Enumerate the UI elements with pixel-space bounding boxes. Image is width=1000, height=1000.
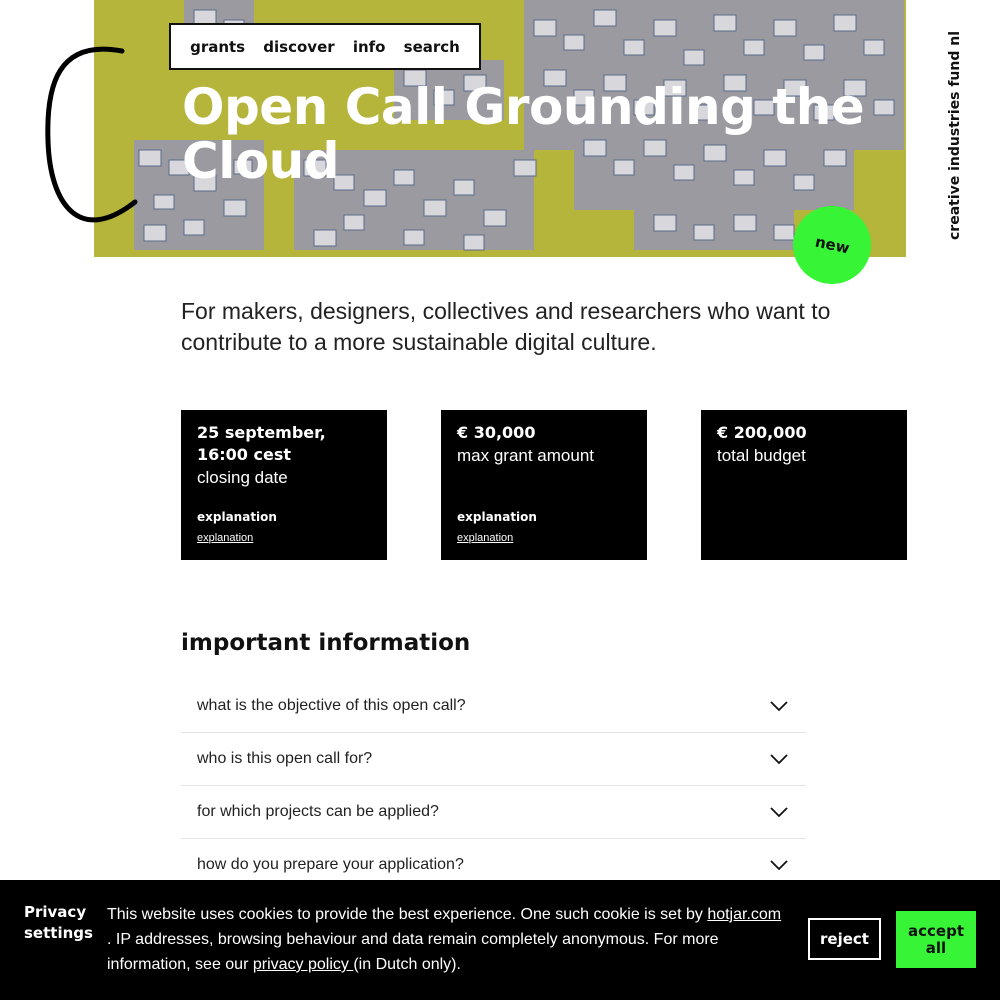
nav-discover[interactable]: discover — [263, 37, 335, 56]
hotjar-link[interactable]: hotjar.com — [707, 906, 782, 923]
cookie-text-part: This website uses cookies to provide the best experience. One such cookie is set by — [107, 906, 708, 923]
cookie-text — [107, 902, 787, 977]
chevron-down-icon — [770, 859, 788, 871]
cookie-title: Privacy settings — [24, 903, 93, 942]
brand-name-vertical[interactable]: creative industries fund nl — [947, 30, 963, 240]
important-info-heading: important information — [181, 630, 471, 656]
key-facts — [181, 410, 906, 560]
accept-all-button[interactable]: accept all — [896, 911, 976, 968]
new-badge — [793, 206, 871, 284]
faq-question: what is the objective of this open call? — [197, 697, 466, 714]
card-explanation-link[interactable]: explanation — [197, 532, 254, 544]
card-explanation-link[interactable]: explanation — [457, 532, 514, 544]
faq-accordion — [181, 680, 806, 892]
card-value: € 200,000 — [717, 423, 807, 442]
page-title: Open Call Grounding the Cloud — [182, 78, 865, 190]
faq-question: for which projects can be applied? — [197, 803, 439, 820]
intro-text: For makers, designers, collectives and researchers who want to contribute to a more sustainable digital culture. — [181, 298, 831, 355]
nav-info[interactable]: info — [352, 37, 386, 56]
card-label: closing date — [197, 468, 288, 487]
faq-item[interactable] — [181, 733, 806, 786]
card-value: € 30,000 — [457, 423, 536, 442]
faq-item[interactable] — [181, 680, 806, 733]
reject-button[interactable]: reject — [808, 918, 881, 960]
nav-search[interactable]: search — [403, 37, 460, 56]
new-badge-label: new — [813, 232, 851, 258]
chevron-down-icon — [770, 806, 788, 818]
cookie-text-part: . IP addresses, browsing behaviour and data remain completely anonymous. For more information, see our — [107, 931, 719, 973]
card-value: 25 september, 16:00 cest — [197, 423, 326, 464]
faq-item[interactable] — [181, 786, 806, 839]
card-label: total budget — [717, 446, 806, 465]
faq-question: who is this open call for? — [197, 750, 373, 767]
closing-date-card — [181, 410, 387, 560]
main-nav — [169, 23, 481, 70]
card-explanation-heading: explanation — [197, 510, 277, 524]
total-budget-card — [701, 410, 907, 560]
bracket-logo-icon — [40, 45, 140, 237]
cookie-text-part: (in Dutch only). — [353, 956, 461, 973]
card-explanation-heading: explanation — [457, 510, 537, 524]
chevron-down-icon — [770, 753, 788, 765]
nav-grants[interactable]: grants — [190, 37, 246, 56]
max-grant-card — [441, 410, 647, 560]
chevron-down-icon — [770, 700, 788, 712]
faq-question: how do you prepare your application? — [197, 856, 464, 873]
card-label: max grant amount — [457, 446, 595, 465]
privacy-policy-link[interactable]: privacy policy — [252, 956, 354, 973]
cookie-banner — [0, 880, 1000, 1000]
